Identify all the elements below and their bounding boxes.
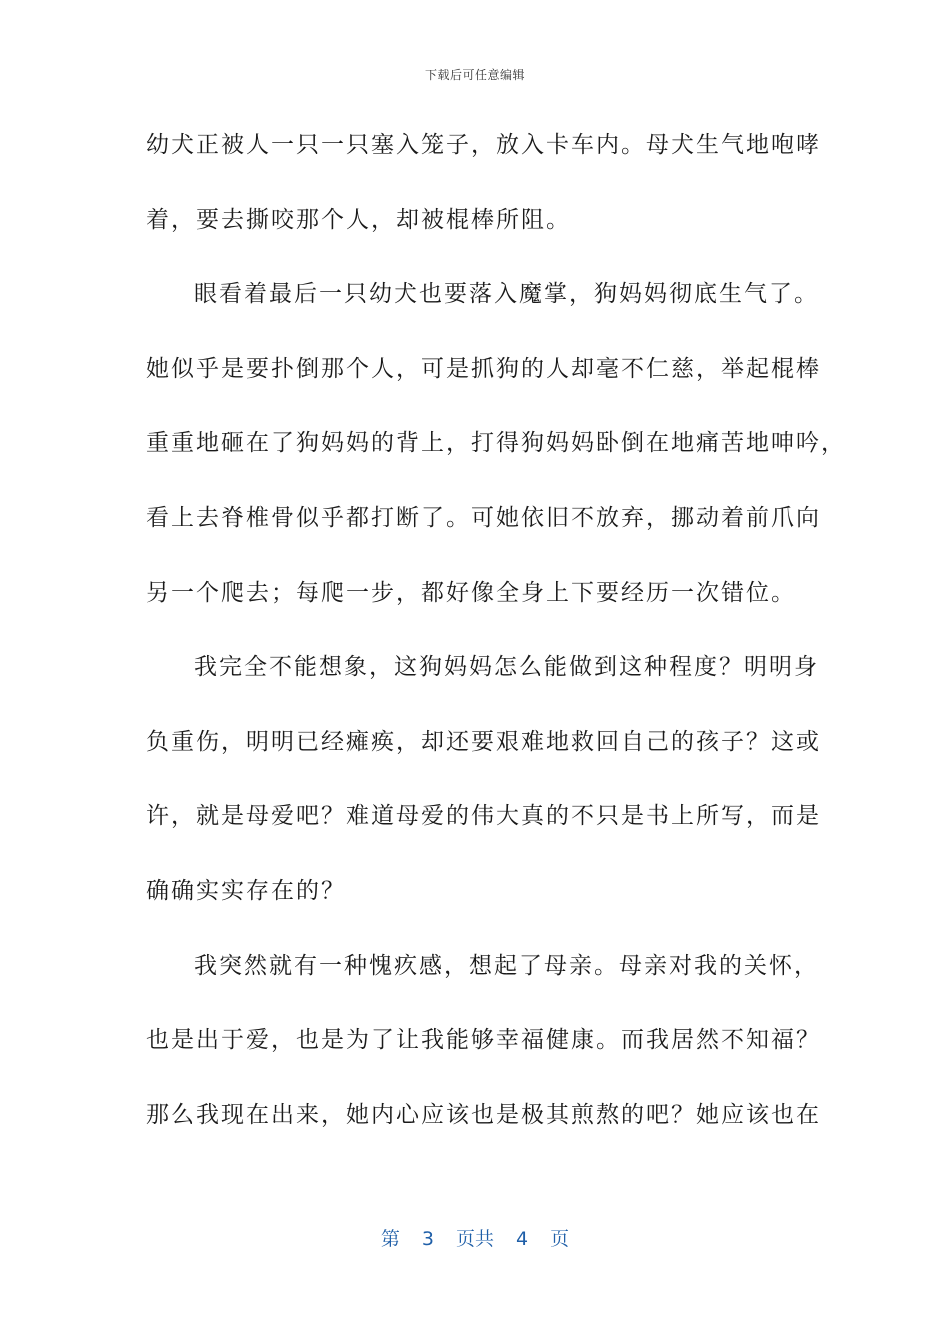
footer-middle: 页共 (455, 1228, 494, 1250)
footer-suffix: 页 (550, 1228, 570, 1250)
text-line: 另一个爬去；每爬一步，都好像全身上下要经历一次错位。 (146, 579, 796, 606)
text-line: 幼犬正被人一只一只塞入笼子，放入卡车内。母犬生气地咆哮 (146, 132, 821, 158)
text-line: 负重伤，明明已经瘫痪，却还要艰难地救回自己的孩子？这或 (146, 728, 821, 755)
text-line: 着，要去撕咬那个人，却被棍棒所阻。 (146, 206, 571, 233)
text-line: 我突然就有一种愧疚感，想起了母亲。母亲对我的关怀， (194, 952, 819, 979)
footer-prefix: 第 (380, 1228, 400, 1250)
text-line: 眼看着最后一只幼犬也要落入魔掌，狗妈妈彻底生气了。 (194, 281, 819, 308)
text-line: 确确实实存在的？ (146, 877, 346, 904)
text-line: 那么我现在出来，她内心应该也是极其煎熬的吧？她应该也在 (146, 1101, 821, 1128)
text-line: 重重地砸在了狗妈妈的背上，打得狗妈妈卧倒在地痛苦地呻吟， (146, 430, 846, 457)
page-footer (0, 1224, 950, 1251)
text-line: 也是出于爱，也是为了让我能够幸福健康。而我居然不知福？ (146, 1027, 821, 1054)
text-line: 我完全不能想象，这狗妈妈怎么能做到这种程度？明明身 (194, 654, 819, 681)
text-line: 她似乎是要扑倒那个人，可是抓狗的人却毫不仁慈，举起棍棒 (146, 355, 821, 382)
current-page-number: 3 (421, 1228, 434, 1250)
document-body (146, 120, 846, 1164)
text-line: 看上去脊椎骨似乎都打断了。可她依旧不放弃，挪动着前爪向 (146, 504, 821, 531)
total-pages-number: 4 (516, 1228, 529, 1250)
page-header: 下载后可任意编辑 (424, 68, 525, 82)
text-line: 许，就是母爱吧？难道母爱的伟大真的不只是书上所写，而是 (146, 803, 821, 830)
